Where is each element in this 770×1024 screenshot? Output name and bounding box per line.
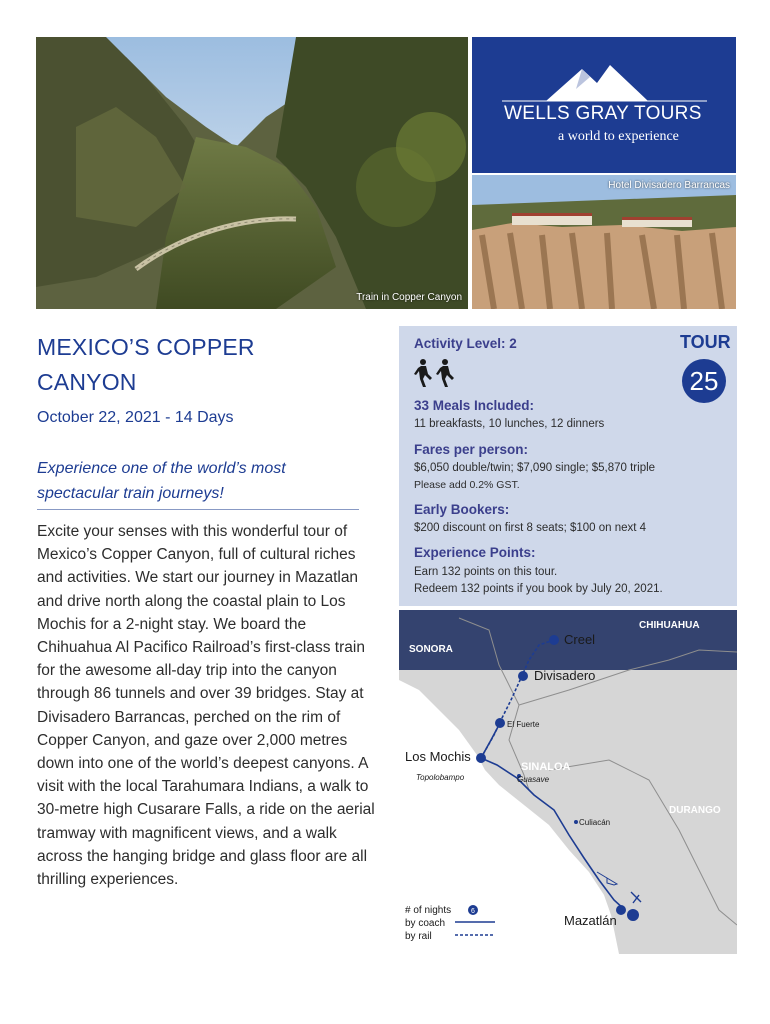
city-mazatlan: Mazatlán <box>564 913 617 928</box>
city-divisadero: Divisadero <box>534 668 596 683</box>
hiker-icon <box>414 358 458 388</box>
fares-heading: Fares per person: <box>414 442 529 457</box>
activity-level: Activity Level: 2 <box>414 336 517 351</box>
wells-gray-logo <box>472 37 736 173</box>
map-label-sonora: SONORA <box>409 644 453 655</box>
brand-tagline: a world to experience <box>558 129 679 144</box>
city-guasave: Guasave <box>517 775 550 784</box>
meals-heading: 33 Meals Included: <box>414 398 535 413</box>
tour-info-box <box>399 326 737 606</box>
city-topolobampo: Topolobampo <box>416 773 465 782</box>
map-label-chihuahua: CHIHUAHUA <box>639 620 700 631</box>
legend-nights-label: # of nights <box>405 905 452 916</box>
legend-nights-sample: 6 <box>471 908 475 915</box>
points-earn: Earn 132 points on this tour. <box>414 566 558 578</box>
divider <box>37 509 359 510</box>
tour-label: TOUR <box>680 332 731 352</box>
city-creel: Creel <box>564 632 596 647</box>
main-photo-caption: Train in Copper Canyon <box>356 292 462 303</box>
city-el-fuerte: El Fuerte <box>507 720 540 729</box>
tour-number-badge: 25 <box>682 359 726 403</box>
route-map <box>399 610 737 954</box>
brand-name: WELLS GRAY TOURS <box>504 103 702 124</box>
legend-rail-label: by rail <box>405 931 432 942</box>
city-culiacan: Culiacán <box>579 818 611 827</box>
experience-points-heading: Experience Points: <box>414 545 536 560</box>
meals-text: 11 breakfasts, 10 lunches, 12 dinners <box>414 418 605 430</box>
tour-title: MEXICO’S COPPER CANYON <box>37 334 255 395</box>
map-label-sinaloa: SINALOA <box>521 761 571 773</box>
hotel-divisadero-photo <box>472 175 736 309</box>
hotel-photo-caption: Hotel Divisadero Barrancas <box>608 180 730 191</box>
tour-tagline: Experience one of the world’s most spectacular train journeys! <box>37 460 286 502</box>
city-los-mochis: Los Mochis <box>405 749 471 764</box>
points-redeem: Redeem 132 points if you book by July 20, 2021. <box>414 583 663 595</box>
fares-note: Please add 0.2% GST. <box>414 479 520 491</box>
early-bookers-heading: Early Bookers: <box>414 502 510 517</box>
early-bookers-text: $200 discount on first 8 seats; $100 on next 4 <box>414 522 647 534</box>
copper-canyon-train-photo <box>36 37 468 309</box>
legend-coach-label: by coach <box>405 918 446 929</box>
tour-description: Excite your senses with this wonderful tour of Mexico’s Copper Canyon, full of cultural riches and activities. We start our journey in Mazatlan and drive north along the coastal plain to Los Mochis for a 2-night stay. We board the Chihuahua Al Pacifico Railroad’s first-class train for the awesome all-day trip into the canyon through 86 tunnels and over 39 bridges. Stay at Divisadero Barrancas, perched on the rim of Copper Canyon, and gaze over 2,000 metres down into one of the world’s deepest canyons. A visit with the local Tarahumara Indians, a walk to 30-metre high Cusarare Falls, a ride on the aerial tramway with magnificent views, and a walk across the hanging bridge and glass floor are all thrilling experiences. <box>37 523 375 889</box>
tour-date: October 22, 2021 - 14 Days <box>37 409 234 426</box>
map-label-durango: DURANGO <box>669 805 721 816</box>
fares-text: $6,050 double/twin; $7,090 single; $5,870 triple <box>414 462 656 474</box>
